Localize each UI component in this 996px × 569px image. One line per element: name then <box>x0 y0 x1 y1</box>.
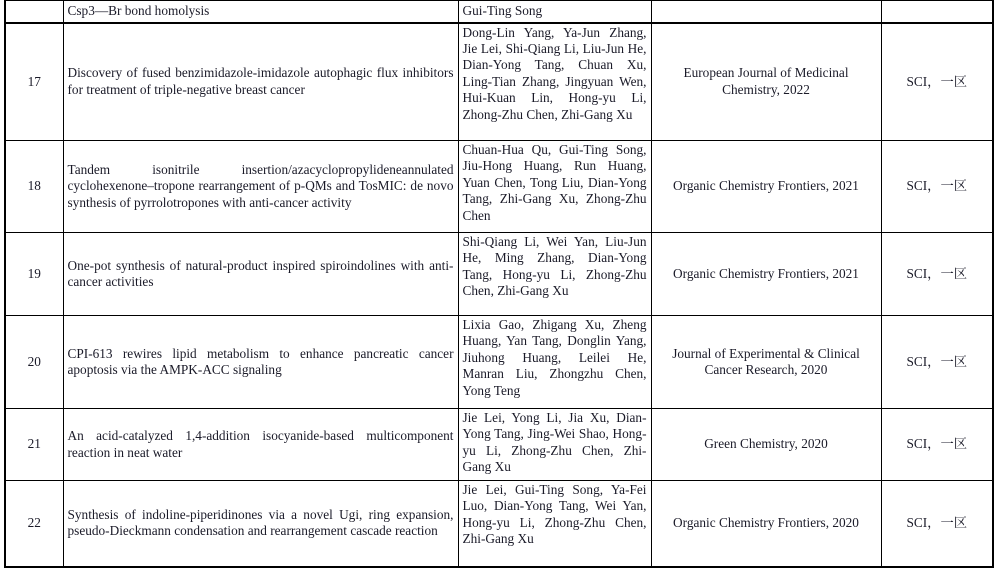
title-cell: Synthesis of indoline-piperidinones via a novel Ugi, ring expansion, pseudo-Dieckmann condensation and rearrangement cascade reaction <box>63 481 458 567</box>
authors-cell: Dong-Lin Yang, Ya-Jun Zhang, Jie Lei, Shi-Qiang Li, Liu-Jun He, Dian-Yong Tang, Chuan Xu, Ling-Tian Zhang, Jingyuan Wen, Hui-Kuan Lin, Hong-yu Li, Zhong-Zhu Chen, Zhi-Gang Xu <box>458 23 651 141</box>
publications-table <box>4 0 994 568</box>
title-cell: One-pot synthesis of natural-product inspired spiroindolines with anti-cancer activities <box>63 233 458 316</box>
table-row <box>5 481 993 567</box>
row-number-cell: 21 <box>5 409 63 481</box>
row-number-cell: 22 <box>5 481 63 567</box>
authors-cell: Gui-Ting Song <box>458 1 651 23</box>
sci-rank-cell: SCI，一区 <box>881 409 993 481</box>
table-row <box>5 141 993 233</box>
authors-cell: Lixia Gao, Zhigang Xu, Zheng Huang, Yan Tang, Donglin Yang, Jiuhong Huang, Leilei He, Manran Liu, Zhongzhu Chen, Yong Teng <box>458 316 651 409</box>
table-row <box>5 409 993 481</box>
row-number-cell: 18 <box>5 141 63 233</box>
authors-cell: Jie Lei, Yong Li, Jia Xu, Dian-Yong Tang, Jing-Wei Shao, Hong-yu Li, Zhong-Zhu Chen, Zhi-Gang Xu <box>458 409 651 481</box>
sci-rank-cell: SCI，一区 <box>881 141 993 233</box>
row-number-cell: 17 <box>5 23 63 141</box>
title-cell: CPI-613 rewires lipid metabolism to enhance pancreatic cancer apoptosis via the AMPK-ACC signaling <box>63 316 458 409</box>
row-number-cell: 19 <box>5 233 63 316</box>
sci-rank-cell <box>881 1 993 23</box>
title-cell: Discovery of fused benzimidazole-imidazole autophagic flux inhibitors for treatment of triple-negative breast cancer <box>63 23 458 141</box>
row-number-cell: 20 <box>5 316 63 409</box>
sci-rank-cell: SCI，一区 <box>881 316 993 409</box>
authors-cell: Jie Lei, Gui-Ting Song, Ya-Fei Luo, Dian-Yong Tang, Wei Yan, Hong-yu Li, Zhong-Zhu Chen, Zhi-Gang Xu <box>458 481 651 567</box>
title-cell: Csp3—Br bond homolysis <box>63 1 458 23</box>
sci-rank-cell: SCI，一区 <box>881 23 993 141</box>
title-cell: Tandem isonitrile insertion/azacyclopropylideneannulated cyclohexenone–tropone rearrangement of p-QMs and TosMIC: de novo synthesis of pyrrolotropones with anti-cancer activity <box>63 141 458 233</box>
journal-cell: Organic Chemistry Frontiers, 2021 <box>651 233 881 316</box>
journal-cell: Journal of Experimental & Clinical Cancer Research, 2020 <box>651 316 881 409</box>
authors-cell: Shi-Qiang Li, Wei Yan, Liu-Jun He, Ming Zhang, Dian-Yong Tang, Hong-yu Li, Zhong-Zhu Chen, Zhi-Gang Xu <box>458 233 651 316</box>
table-row <box>5 233 993 316</box>
table-row <box>5 23 993 141</box>
journal-cell: Organic Chemistry Frontiers, 2021 <box>651 141 881 233</box>
authors-cell: Chuan-Hua Qu, Gui-Ting Song, Jiu-Hong Huang, Run Huang, Yuan Chen, Tong Liu, Dian-Yong Tang, Zhi-Gang Xu, Zhong-Zhu Chen <box>458 141 651 233</box>
row-number-cell <box>5 1 63 23</box>
table-row <box>5 316 993 409</box>
journal-cell: Organic Chemistry Frontiers, 2020 <box>651 481 881 567</box>
journal-cell: Green Chemistry, 2020 <box>651 409 881 481</box>
title-cell: An acid-catalyzed 1,4-addition isocyanide-based multicomponent reaction in neat water <box>63 409 458 481</box>
sci-rank-cell: SCI，一区 <box>881 481 993 567</box>
journal-cell <box>651 1 881 23</box>
table-row <box>5 1 993 23</box>
journal-cell: European Journal of Medicinal Chemistry, 2022 <box>651 23 881 141</box>
sci-rank-cell: SCI，一区 <box>881 233 993 316</box>
